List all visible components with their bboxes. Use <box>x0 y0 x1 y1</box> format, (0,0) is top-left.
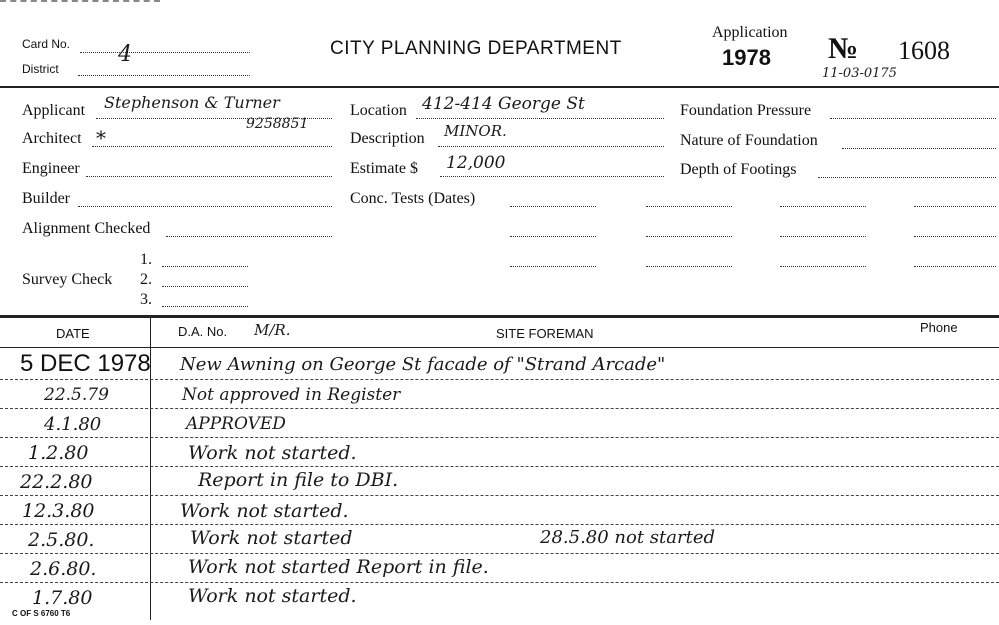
row-separator <box>0 466 999 467</box>
estimate-line <box>440 176 664 177</box>
conc-test-line <box>510 266 596 267</box>
conc-tests-label: Conc. Tests (Dates) <box>350 190 476 207</box>
conc-test-line <box>780 206 866 207</box>
entry-note: Work not started. <box>188 585 357 607</box>
da-no-header: D.A. No. <box>178 324 228 339</box>
header-rule <box>0 86 999 88</box>
engineer-line <box>86 176 332 177</box>
entry-date: 1.7.80 <box>32 587 93 609</box>
application-label: Application <box>712 24 788 41</box>
conc-test-line <box>914 206 996 207</box>
card-no-label: Card No. <box>22 37 71 51</box>
alignment-label: Alignment Checked <box>22 220 151 237</box>
row-separator <box>0 408 999 409</box>
foundation-pressure-line <box>830 118 996 119</box>
da-no-value: M/R. <box>254 321 291 339</box>
survey-line-1 <box>162 266 248 267</box>
location-line <box>416 118 664 119</box>
row-separator <box>0 379 999 380</box>
row-separator <box>0 553 999 554</box>
entry-note: Work not started Report in file. <box>188 556 489 578</box>
builder-line <box>78 206 332 207</box>
application-number: 1608 <box>898 36 950 65</box>
entry-date: 4.1.80 <box>44 414 102 435</box>
description-line <box>438 146 664 147</box>
survey-item-1: 1. <box>140 251 152 268</box>
phone-header: Phone <box>920 320 958 335</box>
conc-test-line <box>780 266 866 267</box>
entry-note: Work not started. <box>188 442 357 464</box>
site-foreman-header: SITE FOREMAN <box>496 326 594 341</box>
number-symbol: № <box>828 32 859 65</box>
conc-test-line <box>914 236 996 237</box>
location-label: Location <box>350 102 407 119</box>
conc-test-line <box>646 206 732 207</box>
builder-label: Builder <box>22 190 70 207</box>
entry-note: APPROVED <box>186 414 286 434</box>
survey-item-2: 2. <box>140 271 152 288</box>
depth-of-footings-line <box>818 177 996 178</box>
entry-note: Report in file to DBI. <box>198 469 399 491</box>
district-label: District <box>22 62 59 76</box>
row-separator <box>0 582 999 583</box>
architect-label: Architect <box>22 130 82 147</box>
form-code: C OF S 6760 T6 <box>12 609 71 618</box>
conc-test-line <box>646 266 732 267</box>
survey-check-label: Survey Check <box>22 271 113 288</box>
estimate-label: Estimate $ <box>350 160 418 177</box>
card-no-line <box>80 52 250 53</box>
entry-note: Not approved in Register <box>182 385 401 405</box>
entry-note: New Awning on George St facade of "Strand Arcade" <box>180 354 666 375</box>
table-header-rule <box>0 347 999 348</box>
nature-of-foundation-line <box>842 148 996 149</box>
entry-date: 22.5.79 <box>44 385 109 405</box>
description-value: MINOR. <box>444 122 507 140</box>
entry-date: 2.6.80. <box>30 558 97 580</box>
district-line <box>78 75 250 76</box>
depth-of-footings-label: Depth of Footings <box>680 161 797 178</box>
row-separator <box>0 524 999 525</box>
conc-test-line <box>780 236 866 237</box>
entry-date: 12.3.80 <box>22 500 95 522</box>
alignment-line <box>166 236 332 237</box>
architect-phone: 9258851 <box>246 116 309 132</box>
conc-test-line <box>646 236 732 237</box>
entry-date: 22.2.80 <box>20 471 93 493</box>
architect-value: * <box>96 126 106 150</box>
survey-item-3: 3. <box>140 291 152 308</box>
department-title: CITY PLANNING DEPARTMENT <box>330 38 622 59</box>
applicant-label: Applicant <box>22 102 86 119</box>
conc-test-line <box>510 236 596 237</box>
description-label: Description <box>350 130 425 147</box>
architect-line <box>92 146 332 147</box>
entry-date: 2.5.80. <box>28 529 95 551</box>
location-value: 412-414 George St <box>422 94 585 114</box>
survey-line-3 <box>162 306 248 307</box>
estimate-value: 12,000 <box>446 153 506 173</box>
engineer-label: Engineer <box>22 160 80 177</box>
date-header: DATE <box>56 326 90 341</box>
entry-date-stamp: 5 DEC 1978 <box>20 350 151 377</box>
nature-of-foundation-label: Nature of Foundation <box>680 132 818 149</box>
row-separator <box>0 495 999 496</box>
entry-note: Work not started <box>190 527 353 549</box>
torn-top-edge <box>0 0 160 12</box>
card-no-value: 4 <box>118 42 132 67</box>
row-separator <box>0 437 999 438</box>
survey-line-2 <box>162 286 248 287</box>
conc-test-line <box>510 206 596 207</box>
foundation-pressure-label: Foundation Pressure <box>680 102 812 119</box>
reference-number: 11-03-0175 <box>822 66 897 81</box>
conc-test-line <box>914 266 996 267</box>
application-year: 1978 <box>722 45 771 70</box>
entry-extra-note: 28.5.80 not started <box>540 527 716 548</box>
entry-note: Work not started. <box>180 500 349 522</box>
entry-date: 1.2.80 <box>28 442 89 464</box>
applicant-value: Stephenson & Turner <box>104 93 280 112</box>
